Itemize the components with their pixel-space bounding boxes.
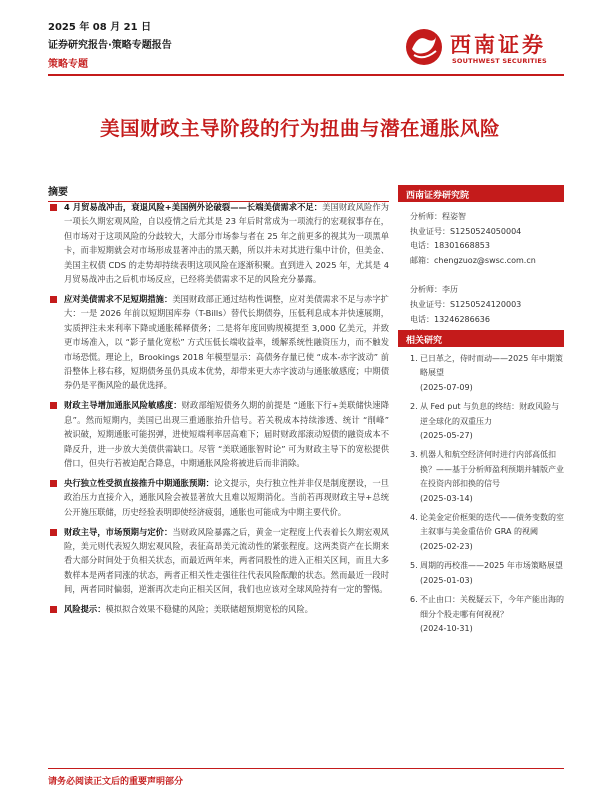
abstract-paragraph (48, 398, 389, 470)
related-item-date: (2025-03-14) (420, 493, 473, 503)
related-item[interactable] (410, 559, 564, 588)
related-item-number: 4. (410, 513, 418, 523)
paragraph-body: 美国财政风险作为一项长久期宏观风险，自以疫情之后尤其是 23 年后时常成为一项流行的宏观叙事存在，但市场对于这项风险的分歧较大，大部分市场参与者在 25 年之前更多的视其为一项黑单卡，而非短期就会对市场形成显著冲击的黑天鹅，所以并未对其进行集中计价，但美金、美国主权债 CDS 的走势却持续表明这项风险在逐渐积聚。直到进入 2025 年，尤其是 4 月贸易战冲击之后机市场反应，已经将美债需求不足的风险充分暴露。 (64, 202, 389, 285)
analyst-phone: 电话：13246286636 (410, 314, 490, 324)
abstract-paragraph (48, 525, 389, 597)
related-item[interactable] (410, 448, 564, 506)
paragraph-body: 美国财政部正通过结构性调整，应对美债需求不足与赤字扩大：一是 2026 年前以短期国库券（T-Bills）替代长期债券，压低利息成本并快速展期，实质押注未来利率下降或通胀稀释债务；二是将年度回购规模提至 3,000 亿美元，并致更市场准入，以 “影子量化宽松” 方式压低长端收益率，缓解系统性融资压力，而不触发市场恐慌。理论上，Brookings 2018 年模型显示：高债务存量已使 “成本-赤字波动” 前沿整体上移右移，短期债务虽仍具成本优势，却带来更大赤字波动与通胀敏感度；中期债券仍是平衡风险的最优选择。 (64, 293, 389, 391)
page-title: 美国财政主导阶段的行为扭曲与潜在通胀风险 (99, 117, 500, 140)
related-item-number: 3. (410, 450, 418, 460)
header-divider (48, 74, 564, 76)
related-item-date: (2025-02-23) (420, 541, 473, 551)
related-item-title: 机器人和航空经济何时进行内部高低扣换？——基于分析师盈利预期并辅版产业在投资内部扣换的信号 (420, 450, 564, 489)
company-logo (404, 27, 564, 69)
related-item-number: 1. (410, 354, 418, 363)
paragraph-body: 论文提示，央行独立性并非仅是制度摆设，一旦政治压力直接介入，通胀风险会被显著放大且难以短期消化。当前若再现财政主导+总统公开施压联储，历史经验表明即使经济疲弱，通胀也可能成为中期主要代价。 (64, 477, 389, 517)
related-item[interactable] (410, 511, 564, 554)
related-item[interactable] (410, 593, 564, 636)
paragraph-lead: 央行独立性受损直接推升中期通胀预期： (64, 477, 215, 488)
abstract-heading: 摘要 (48, 183, 389, 202)
logo-text: 西南证券 (450, 32, 546, 57)
abstract-body (48, 200, 389, 622)
related-item-title: 不止由口：关税疑云下，今年产能出海的细分个股走哪有何视视？ (420, 595, 564, 619)
square-bullet-icon (50, 402, 57, 409)
footer-divider (48, 768, 564, 769)
report-date: 2025 年 08 月 21 日 (48, 22, 152, 33)
analyst-license: 执业证号：S1250524120003 (410, 299, 522, 309)
abstract-paragraph (48, 292, 389, 393)
related-item-title: 从 Fed put 与负息的终结：财政风险与逆全球化的双重压力 (420, 402, 560, 426)
related-item-number: 2. (410, 402, 418, 412)
abstract-paragraph (48, 602, 389, 616)
analyst-name: 分析师：李历 (410, 285, 458, 295)
analyst-license: 执业证号：S1250524050004 (410, 226, 522, 236)
related-item-title: 周期的再校准——2025 年市场策略展望 (420, 561, 563, 571)
related-item-number: 5. (410, 561, 418, 571)
paragraph-body: 模拟拟合效果不稳健的风险；美联储超预期宽松的风险。 (105, 604, 313, 615)
related-item-date: (2025-05-27) (420, 431, 473, 441)
paragraph-lead: 应对美债需求不足短期措施： (64, 293, 173, 304)
related-item-number: 6. (410, 595, 418, 605)
institute-heading: 西南证券研究院 (398, 185, 564, 202)
abstract-paragraph (48, 476, 389, 519)
paragraph-body: 财政部缩短债务久期的前提是 “通胀下行+美联储快速降息”。然而短期内，美国已出现三重通胀抬升信号。若关税成本持续渗透、统计 “削峰” 被识破，短期通胀可能拐弹，进使短端利率居高难下；届时财政部滚动短债的融资成本不降反升，进一步放大美债供需缺口。尽管 “美联通胀智时论” 可为财政主导下的宽松提供借口，但央行若被迫配合降息，中期通胀风险将被进后而非消除。 (64, 400, 389, 468)
square-bullet-icon (50, 529, 57, 536)
related-item[interactable] (410, 400, 564, 443)
report-type: 证券研究报告·策略专题报告 (48, 40, 172, 51)
analyst-list (410, 210, 564, 342)
related-item-title: 论美金定价框架的迭代——债务变数的室主叙事与美金重估价 GRA 的视阈 (420, 513, 564, 537)
related-heading: 相关研究 (398, 330, 564, 347)
logo-english: SOUTHWEST SECURITIES (452, 57, 547, 65)
related-research-list (410, 352, 564, 641)
analyst-phone: 电话：18301668853 (410, 241, 490, 251)
analyst-name: 分析师：程姿智 (410, 212, 466, 221)
square-bullet-icon (50, 204, 57, 211)
related-item-date: (2024-10-31) (420, 623, 473, 633)
paragraph-lead: 4 月贸易战冲击，衰退风险+美国例外论破裂——长端美债需求不足： (64, 202, 323, 212)
square-bullet-icon (50, 606, 57, 613)
related-item-date: (2025-01-03) (420, 575, 473, 585)
logo-emblem-icon (404, 27, 444, 67)
paragraph-lead: 风险提示： (64, 604, 106, 615)
footer-disclaimer: 请务必阅读正文后的重要声明部分 (48, 777, 184, 787)
paragraph-lead: 财政主导，市场预期与定价： (64, 526, 173, 537)
related-item-title: 已日革之，侍时而动——2025 年中期策略展望 (420, 354, 563, 378)
square-bullet-icon (50, 296, 57, 303)
paragraph-lead: 财政主导增加通胀风险敏感度： (64, 400, 182, 411)
analyst-email[interactable]: 邮箱：chengzuoz@swsc.com.cn (410, 255, 536, 265)
related-item[interactable] (410, 352, 564, 395)
related-item-date: (2025-07-09) (420, 382, 473, 392)
report-category: 策略专题 (48, 59, 88, 70)
abstract-paragraph (48, 200, 389, 286)
paragraph-body: 当财政风险暴露之后，黄金一定程度上代表着长久期宏观风险，美元则代表短久期宏观风险，表征高昂美元流动性的紧张程度。这两类资产在长期来看大部分时间处于负相关状态，而最近两年来，两者同股性的进入正相关区间，而且大多数样本是两者同涨的状态，两者正相关性走强往往代表风险酝酿的状态。然而最近一段时间，两者同时偏弱，逆渐再次走向正相关区间，我们也应该对全球风险持有一定的警惕。 (64, 526, 389, 595)
square-bullet-icon (50, 480, 57, 487)
